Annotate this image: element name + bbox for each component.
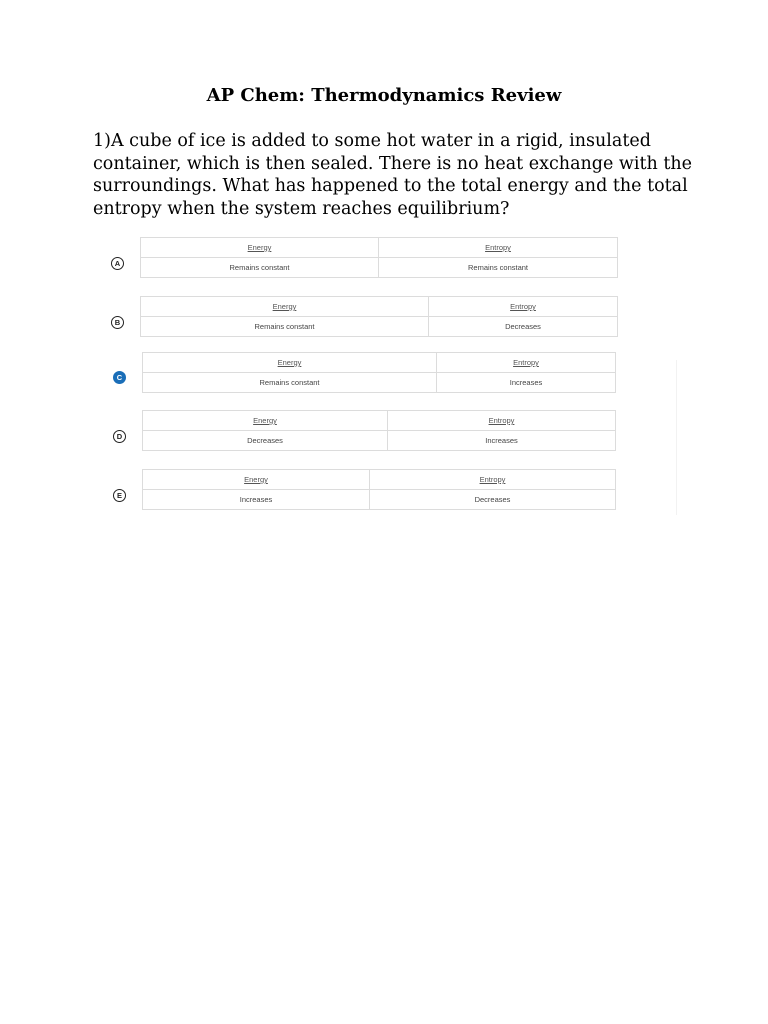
question-text: [93, 130, 693, 220]
choice-c-table: [142, 352, 616, 393]
entropy-header: Entropy: [437, 353, 616, 373]
radio-b[interactable]: B: [111, 316, 124, 329]
choice-e-table: [142, 469, 616, 510]
energy-value: Decreases: [143, 431, 388, 451]
page-title: AP Chem: Thermodynamics Review: [206, 85, 562, 106]
energy-header: Energy: [143, 411, 388, 431]
energy-header: Energy: [141, 238, 379, 258]
question-number: 1): [93, 131, 111, 151]
entropy-value: Decreases: [370, 490, 616, 510]
energy-value: Remains constant: [143, 373, 437, 393]
radio-d[interactable]: D: [113, 430, 126, 443]
entropy-header: Entropy: [379, 238, 618, 258]
entropy-header: Entropy: [370, 470, 616, 490]
choice-a-table: [140, 237, 618, 278]
entropy-header: Entropy: [429, 297, 618, 317]
energy-value: Increases: [143, 490, 370, 510]
screenshot-edge-divider: [676, 360, 677, 515]
energy-value: Remains constant: [141, 317, 429, 337]
energy-header: Energy: [141, 297, 429, 317]
radio-c[interactable]: C: [113, 371, 126, 384]
radio-a[interactable]: A: [111, 257, 124, 270]
energy-value: Remains constant: [141, 258, 379, 278]
radio-e[interactable]: E: [113, 489, 126, 502]
entropy-value: Increases: [388, 431, 616, 451]
question-body: A cube of ice is added to some hot water in a rigid, insulated container, which is then sealed. There is no heat exchange with the surroundings. What has happened to the total energy and the total entropy when the system reaches equilibrium?: [93, 131, 693, 219]
choice-b-table: [140, 296, 618, 337]
choice-d-table: [142, 410, 616, 451]
entropy-value: Remains constant: [379, 258, 618, 278]
entropy-header: Entropy: [388, 411, 616, 431]
entropy-value: Decreases: [429, 317, 618, 337]
energy-header: Energy: [143, 470, 370, 490]
energy-header: Energy: [143, 353, 437, 373]
entropy-value: Increases: [437, 373, 616, 393]
